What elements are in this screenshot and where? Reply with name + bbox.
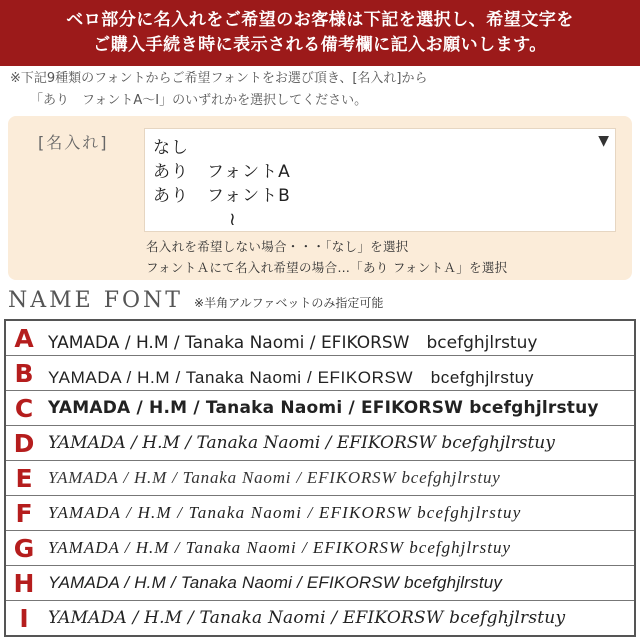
banner-line-2: ご購入手続き時に表示される備考欄に記入お願いします。 (93, 35, 547, 55)
font-letter: F (15, 499, 33, 528)
font-letter: B (14, 359, 34, 388)
font-letter: D (13, 429, 35, 458)
name-option-panel (8, 116, 632, 280)
font-sample: YAMADA / H.M / Tanaka Naomi / EFIKORSW bcefghjlrstuy (48, 538, 512, 557)
option-none[interactable]: なし (153, 138, 189, 158)
font-letter: I (19, 604, 29, 633)
font-row-d (6, 426, 634, 461)
heading-subtitle: ※半角アルファベットのみ指定可能 (194, 296, 384, 310)
notice-banner (0, 0, 640, 66)
font-row-g (6, 531, 634, 566)
font-sample: YAMADA / H.M / Tanaka Naomi / EFIKORSW bcefghjlrstuy (48, 503, 522, 522)
font-row-f (6, 496, 634, 531)
font-sample: YAMADA / H.M / Tanaka Naomi / EFIKORSW bcefghjlrstuy (48, 398, 599, 418)
font-sample: YAMADA / H.M / Tanaka Naomi / EFIKORSW bcefghjlrstuy (48, 433, 555, 453)
font-letter: H (13, 569, 35, 598)
option-font-a[interactable]: あり フォントA (153, 162, 291, 182)
instruction-note (10, 68, 428, 112)
name-option-select[interactable] (144, 128, 616, 232)
font-row-h (6, 566, 634, 601)
heading-title: NAME FONT (8, 288, 183, 313)
name-option-label: [名入れ] (38, 133, 109, 152)
font-letter: C (14, 394, 34, 423)
font-row-b (6, 356, 634, 391)
font-sample: YAMADA / H.M / Tanaka Naomi / EFIKORSW bcefghjlrstuy (48, 608, 566, 628)
font-sample: YAMADA / H.M / Tanaka Naomi / EFIKORSW bcefghjlrstuy (48, 573, 503, 592)
note-line-2: 「あり フォントA〜I」のいずれかを選択してください。 (30, 93, 368, 108)
hint-font-a: フォントＡにて名入れ希望の場合…「あり フォントＡ」を選択 (146, 260, 508, 275)
font-sample-table (4, 319, 636, 637)
font-sample: YAMADA / H.M / Tanaka Naomi / EFIKORSW bcefghjlrstuy (48, 333, 538, 353)
dropdown-arrow-icon[interactable]: ▼ (598, 133, 609, 149)
font-row-a (6, 321, 634, 356)
font-row-i (6, 601, 634, 636)
note-line-1: ※下記9種類のフォントからご希望フォントをお選び頂き、[名入れ]から (10, 71, 428, 86)
banner-line-1: ベロ部分に名入れをご希望のお客様は下記を選択し、希望文字を (66, 10, 574, 30)
hint-none: 名入れを希望しない場合・・・「なし」を選択 (146, 239, 409, 254)
font-sample: YAMADA / H.M / Tanaka Naomi / EFIKORSW bcefghjlrstuy (48, 468, 501, 487)
font-letter: A (14, 324, 34, 353)
name-font-heading (8, 288, 383, 313)
font-letter: G (13, 534, 35, 563)
font-row-c (6, 391, 634, 426)
font-row-e (6, 461, 634, 496)
option-font-b[interactable]: あり フォントB (153, 186, 291, 206)
font-sample: YAMADA / H.M / Tanaka Naomi / EFIKORSW bcefghjlrstuy (48, 368, 534, 387)
continuation-icon: ≀ (229, 209, 236, 230)
font-letter: E (15, 464, 33, 493)
